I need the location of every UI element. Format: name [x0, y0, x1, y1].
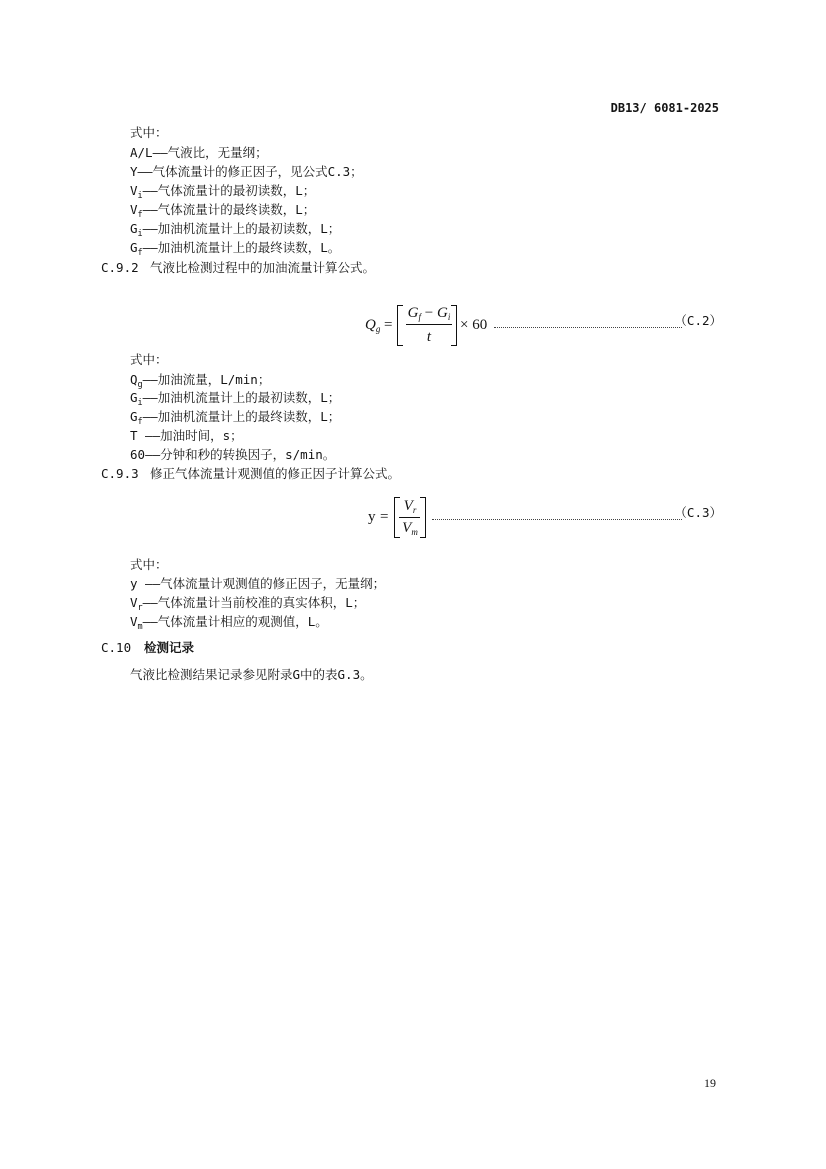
formula-c3-denominator: [398, 520, 422, 537]
formula-c3-numerator: [398, 498, 422, 515]
formula-c3-equals: =: [380, 509, 389, 525]
formula-c2-times-factor: × 60: [460, 317, 488, 333]
definition-symbol: Y: [130, 164, 138, 179]
definition-item: [130, 613, 328, 633]
definition-text: ——分钟和秒的转换因子，s/min。: [145, 447, 336, 462]
definition-text: ——气体流量计相应的观测值，L。: [142, 614, 328, 629]
definition-text: ——气体流量计当前校准的真实体积，L；: [142, 595, 366, 610]
definition-item: [130, 575, 385, 593]
section-number: C.10: [101, 640, 132, 655]
definition-symbol: G: [130, 240, 138, 255]
definition-text: ——气体流量计的修正因子，见公式C.3；: [137, 164, 363, 179]
section-number: C.9.3: [101, 466, 139, 481]
definition-item: [130, 163, 363, 181]
definition-subscript: f: [137, 417, 143, 427]
where-intro: 式中：: [130, 352, 168, 367]
formula-symbol: Q: [365, 317, 376, 333]
definition-symbol: 60: [130, 447, 146, 462]
where-intro: 式中：: [130, 125, 168, 140]
definition-subscript: f: [137, 210, 143, 220]
formula-subscript: f: [418, 312, 422, 322]
definition-subscript: i: [137, 191, 143, 201]
formula-c2-numerator: [403, 305, 455, 322]
definition-item: [130, 427, 243, 445]
formula-c2-denominator: [403, 329, 455, 345]
section-title: 气液比检测过程中的加油流量计算公式。: [150, 260, 376, 275]
dot-leader: [494, 327, 682, 328]
definition-text: ——气体流量计的最终读数，L；: [142, 202, 316, 217]
section-body-text: 气液比检测结果记录参见附录G中的表G.3。: [130, 667, 373, 682]
formula-symbol: G: [436, 305, 448, 321]
definition-item: [130, 389, 340, 409]
definition-item: [130, 371, 270, 391]
definition-subscript: f: [137, 248, 143, 258]
definition-text: ——气体流量计观测值的修正因子，无量纲；: [137, 576, 386, 591]
definition-text: ——气液比，无量纲；: [152, 145, 268, 160]
section-heading-c92: [101, 259, 375, 277]
definition-symbol: A/L: [130, 145, 153, 160]
formula-c2-right-bracket: [451, 305, 457, 346]
definition-text: ——加油机流量计上的最初读数，L；: [142, 390, 341, 405]
section-title: 修正气体流量计观测值的修正因子计算公式。: [150, 466, 401, 481]
where-intro: 式中：: [130, 557, 168, 572]
equation-number-c2: （C.2）: [674, 313, 722, 328]
formula-c2-equals: =: [384, 317, 393, 333]
definition-symbol: V: [130, 595, 138, 610]
formula-minus: −: [421, 305, 437, 321]
definition-text: ——气体流量计的最初读数，L；: [142, 183, 316, 198]
definition-subscript: m: [137, 622, 143, 632]
formula-subscript: i: [447, 312, 451, 322]
definition-symbol: T: [130, 428, 138, 443]
definition-item: [130, 182, 315, 202]
section-heading-c10: [101, 639, 194, 657]
definition-item: [130, 144, 268, 162]
section-number: C.9.2: [101, 260, 139, 275]
definition-text: ——加油流量，L/min；: [142, 372, 271, 387]
definition-item: [130, 239, 340, 259]
formula-c3-fraction-line: [399, 517, 420, 518]
definition-symbol: V: [130, 183, 138, 198]
formula-c3-right-bracket: [420, 497, 426, 538]
equation-number-c3: （C.3）: [674, 505, 722, 520]
formula-symbol: V: [403, 498, 413, 514]
definition-symbol: G: [130, 221, 138, 236]
page-number: 19: [704, 1076, 716, 1090]
definition-subscript: r: [137, 603, 143, 613]
formula-symbol: V: [402, 520, 412, 536]
definition-symbol: V: [130, 614, 138, 629]
definition-item: [130, 594, 365, 614]
definition-symbol: G: [130, 390, 138, 405]
definition-item: [130, 201, 315, 221]
definition-symbol: y: [130, 576, 138, 591]
definition-text: ——加油时间，s；: [137, 428, 243, 443]
definition-item: [130, 220, 340, 240]
dot-leader: [432, 519, 682, 520]
section-title: 检测记录: [144, 640, 195, 655]
formula-c2-fraction-line: [406, 324, 452, 325]
section-heading-c93: [101, 465, 400, 483]
definition-text: ——加油机流量计上的最终读数，L；: [142, 409, 341, 424]
document-code-header: DB13/ 6081-2025: [610, 101, 719, 115]
formula-c2-lhs: [365, 317, 380, 334]
definition-symbol: Q: [130, 372, 138, 387]
formula-c3-lhs: y: [368, 509, 376, 525]
definition-subscript: g: [137, 380, 143, 390]
formula-symbol: t: [426, 329, 432, 345]
definition-text: ——加油机流量计上的最初读数，L；: [142, 221, 341, 236]
definition-item: [130, 446, 335, 464]
definition-symbol: G: [130, 409, 138, 424]
definition-item: [130, 408, 340, 428]
formula-subscript: g: [375, 324, 381, 334]
definition-text: ——加油机流量计上的最终读数，L。: [142, 240, 341, 255]
formula-subscript: r: [412, 505, 417, 515]
formula-symbol: G: [407, 305, 419, 321]
definition-subscript: i: [137, 398, 143, 408]
definition-subscript: i: [137, 229, 143, 239]
formula-subscript: m: [411, 527, 418, 537]
definition-symbol: V: [130, 202, 138, 217]
